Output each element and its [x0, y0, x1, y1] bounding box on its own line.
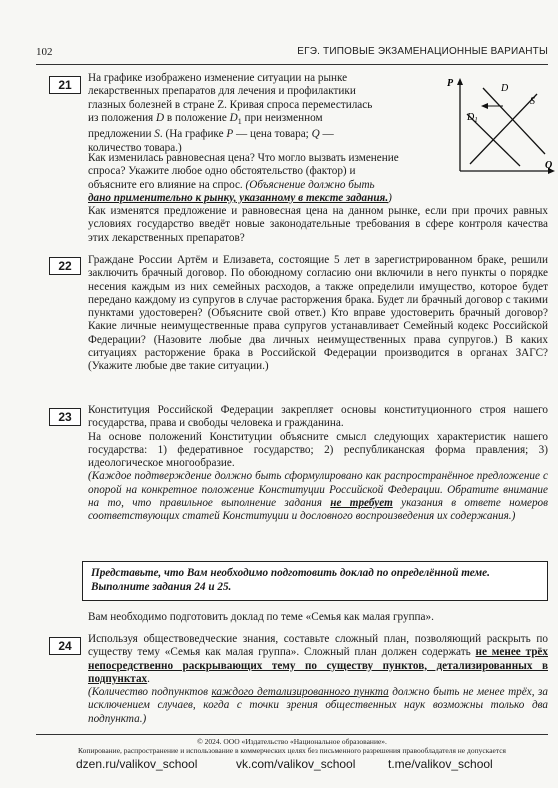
q23-paragraph-2: На основе положений Конституции объясните смысл следующих характеристик нашего государства: 1) федеративное государство; 2) республиканская форма правления; 3) идеологическое многообразие. [88, 430, 548, 470]
q21-intro-line: глазных болезней в стране Z. Кривая спроса переместилась [88, 98, 373, 111]
y-axis-arrow-icon [457, 78, 463, 85]
x-axis-label: Q [545, 160, 553, 171]
question-number-23: 23 [49, 408, 81, 426]
link-vk[interactable]: vk.com/valikov_school [236, 757, 356, 771]
q21-intro [88, 72, 428, 155]
q23-text [88, 404, 548, 524]
q21-followup: Как изменятся предложение и равновесная цена на данном рынке, если при прочих равных условиях государство введёт новые законодательные требования в сфере контроля качества этих лекарственных препаратов? [88, 205, 548, 244]
q24-text [88, 633, 548, 726]
page-number: 102 [36, 46, 53, 58]
q24-task: Используя обществоведческие знания, составьте сложный план, позволяющий раскрыть по существу тему «Семья как малая группа». Сложный план должен содержать не менее трёх непосредственно раскрывающих тему по существу пунктов, детализированных в подпунктах. [88, 633, 548, 685]
q23-note: (Каждое подтверждение должно быть сформулировано как распространённое предложение с опорой на конкретное положение Конституции Российской Федерации. Обратите внимание на то, что правильное выполнение задания не требует указания в ответе номеров соответствующих статей Конституции и дословного воспроизведения их содержания.) [88, 470, 548, 523]
shift-arrow-icon [481, 103, 488, 109]
question-number-21: 21 [49, 76, 81, 94]
q21-question-line: спроса? Укажите любое одно обстоятельство (фактор) и [88, 165, 356, 178]
footer-divider [36, 734, 548, 735]
demand-new-label: $D_1$ [467, 112, 478, 124]
copyright-line-2: Копирование, распространение и использование в коммерческих целях без письменного разрешения правообладателя не допускается [77, 746, 507, 755]
question-number-22: 22 [49, 257, 81, 275]
copyright-line-1: © 2024. ООО «Издательство «Национальное образование». [197, 737, 387, 746]
copyright [36, 737, 548, 755]
q24-note: (Количество подпунктов каждого детализированного пункта должно быть не менее трёх, за исключением случаев, когда с точки зрения общественных наук возможны только два подпункта.) [88, 686, 548, 725]
q21-intro-line-shift: из положения D в положение $D_1$ при неизменном [88, 111, 323, 127]
q21-intro-line: На графике изображено изменение ситуации на рынке [88, 72, 348, 84]
task-instruction-box: Представьте, что Вам необходимо подготовить доклад по определённой теме. Выполните задания 24 и 25. [82, 561, 548, 601]
page-title: ЕГЭ. ТИПОВЫЕ ЭКЗАМЕНАЦИОННЫЕ ВАРИАНТЫ [297, 46, 548, 57]
q21-intro-line: количество товара.) [88, 141, 182, 154]
q22-text: Граждане России Артём и Елизавета, состоящие 5 лет в зарегистрированном браке, решили заключить брачный договор. По обоюдному согласию они включили в него пункты о порядке несения каждым из них семейных расходов, а также определили имущество, которое будет передано каждому из супругов в случае расторжения брака. Будет ли брачный договор с такими пунктами удостоверен? (Объясните свой ответ.) Кто вправе удостоверить брачный договор? Какие личные неимущественные права супругов устанавливает Семейный кодекс Российской Федерации? (Назовите любые два личных неимущественных права супругов.) В каких ситуациях расторжение брака в Российской Федерации производится в органах ЗАГС? (Укажите любые две такие ситуации.) [88, 254, 548, 373]
q21-question [88, 152, 548, 245]
y-axis-label: P [447, 78, 454, 89]
q21-question-line: дано применительно к рынку, указанному в тексте задания.) [88, 191, 392, 204]
q21-intro-line: лекарственных препаратов для лечения и профилактики [88, 85, 356, 98]
q23-paragraph-1: Конституция Российской Федерации закрепляет основы конституционного строя нашего государства, права и свободы человека и гражданина. [88, 404, 548, 430]
question-number-24: 24 [49, 637, 81, 655]
q21-question-line: объясните его влияние на спрос. (Объяснение должно быть [88, 178, 375, 191]
q21-intro-line-note: предложении S. (На графике P — цена товара; Q — [88, 128, 334, 141]
page-header [36, 46, 548, 65]
link-telegram[interactable]: t.me/valikov_school [388, 757, 493, 771]
q21-question-line: Как изменилась равновесная цена? Что могло вызвать изменение [88, 152, 399, 164]
demand-curve [483, 88, 545, 154]
demand-label: D [501, 83, 509, 94]
footer-links [36, 757, 548, 773]
link-dzen[interactable]: dzen.ru/valikov_school [76, 757, 198, 771]
report-topic: Вам необходимо подготовить доклад по теме «Семья как малая группа». [88, 611, 434, 623]
supply-label: S [530, 96, 535, 107]
